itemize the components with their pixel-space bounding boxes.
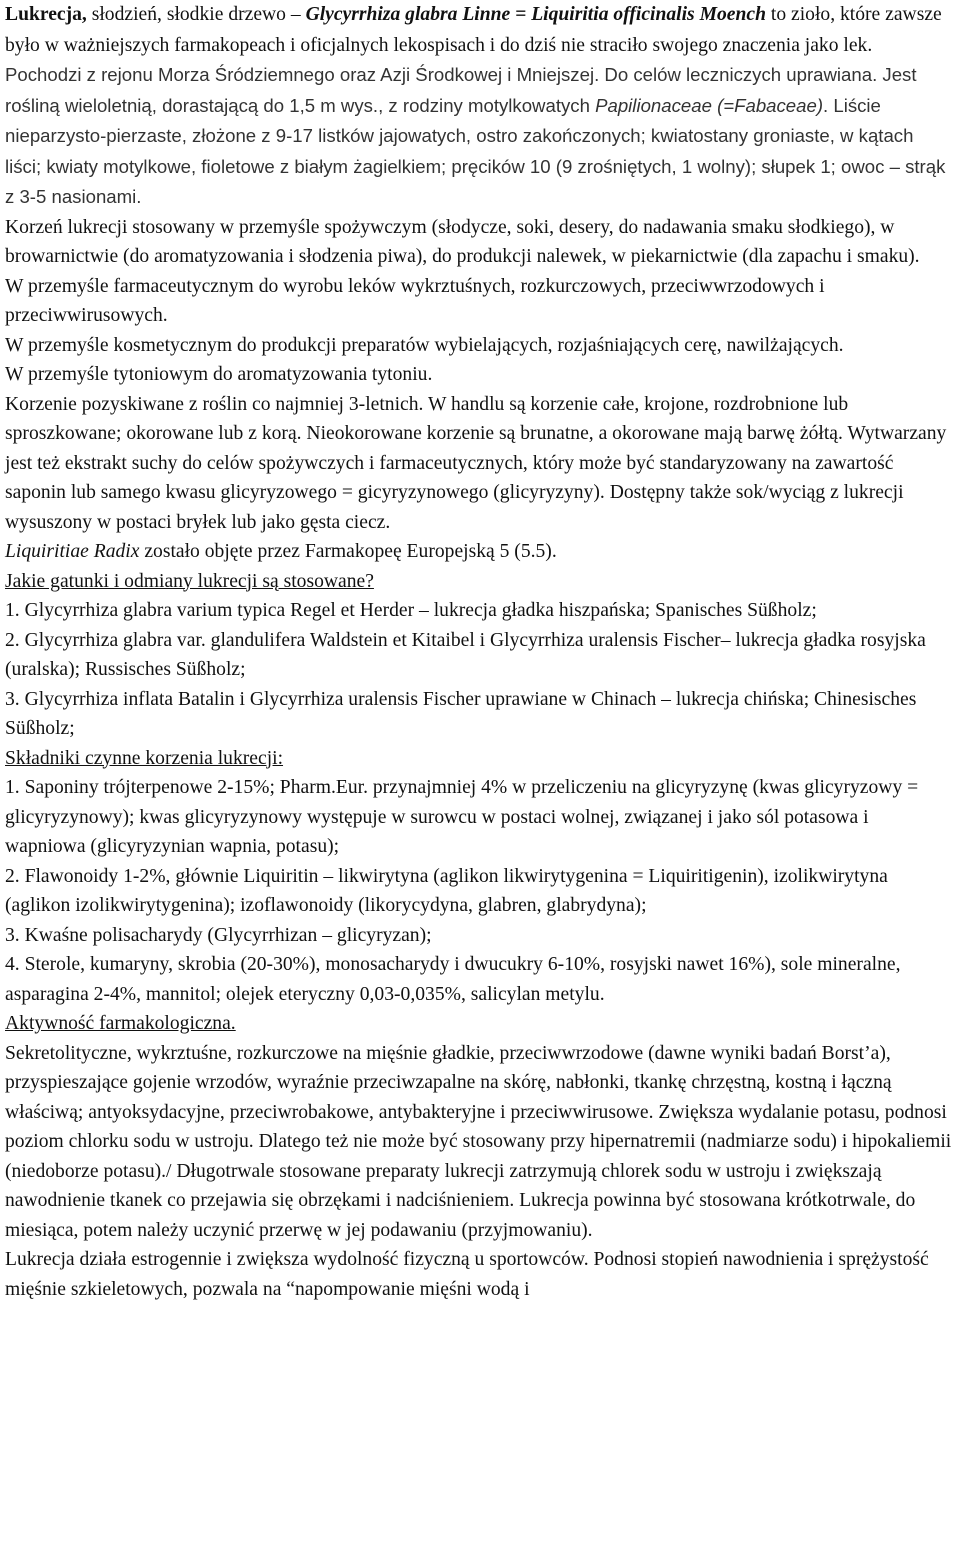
- intro-paragraph: [5, 0, 953, 213]
- activity-paragraph: Sekretolityczne, wykrztuśne, rozkurczowe na mięśnie gładkie, przeciwwrzodowe (dawne wyniki badań Borst’a), przyspieszające gojenie wrzodów, wyraźnie przeciwzapalne na skórę, nabłonki, tkankę chrzęstną, kostną i łączną właściwą; antyoksydacyjne, przeciwrobakowe, antybakteryjne i przeciwwirusowe. Zwiększa wydalanie potasu, podnosi poziom chlorku sodu w ustroju. Dlatego też nie może być stosowany przy hipernatremii (nadmiarze sodu) i hipokaliemii (niedoborze potasu)./ Długotrwale stosowane preparaty lukrecji zatrzymują chlorek sodu w ustroju i zwiększają nawodnienie tkanek co przejawia się obrzękami i nadciśnieniem. Lukrecja powinna być stosowana krótkotrwale, do miesiąca, potem należy uczynić przerwę w jej podawaniu (przyjmowaniu).: [5, 1042, 952, 1241]
- common-names: słodzień, słodkie drzewo –: [86, 4, 306, 25]
- species-heading: Jakie gatunki i odmiany lukrecji są stosowane?: [5, 570, 374, 592]
- pharmacopoeia-latin: Liquiritiae Radix: [5, 541, 140, 562]
- species-item: 3. Glycyrrhiza inflata Batalin i Glycyrrhiza uralensis Fischer uprawiane w Chinach – lukrecja chińska; Chinesisches Süßholz;: [5, 688, 917, 739]
- article-title: Lukrecja,: [5, 4, 87, 25]
- pharmacopoeia-paragraph: [5, 537, 953, 567]
- uses-tobacco-paragraph: W przemyśle tytoniowym do aromatyzowania tytoniu.: [5, 364, 433, 385]
- ingredients-heading: Składniki czynne korzenia lukrecji:: [5, 747, 284, 769]
- ingredient-item: 3. Kwaśne polisacharydy (Glycyrrhizan – glicyryzan);: [5, 924, 432, 946]
- botanical-description: . Liście nieparzysto-pierzaste, złożone z 9-17 listków jajowatych, ostro zakończonych; kwiatostany groniaste, w kątach liści; kwiaty motylkowe, fioletowe z białym żagielkiem; pręcików 10 (9 zrośniętych, 1 wolny); słupek 1; owoc – strąk z 3-5 nasionami.: [5, 94, 946, 207]
- raw-material-paragraph: Korzenie pozyskiwane z roślin co najmniej 3-letnich. W handlu są korzenie całe, krojone, rozdrobnione lub sproszkowane; okorowane lub z korą. Nieokorowane korzenie są brunatne, a okorowane mają barwę żółtą. Wytwarzany jest też ekstrakt suchy do celów spożywczych i farmaceutycznych, który może być standaryzowany na zawartość saponin lub samego kwasu glicyryzowego = gicyryzynowego (glicyryzyny). Dostępny także sok/wyciąg z lukrecji wysuszony w postaci bryłek lub jako gęsta ciecz.: [5, 393, 947, 533]
- latin-names: Glycyrrhiza glabra Linne = Liquiritia officinalis Moench: [305, 4, 766, 25]
- species-item: 2. Glycyrrhiza glabra var. glandulifera Waldstein et Kitaibel i Glycyrrhiza uralensis Fischer– lukrecja gładka rosyjska (uralska); Russisches Süßholz;: [5, 629, 926, 680]
- document-page: [5, 0, 953, 1304]
- pharmacopoeia-text: zostało objęte przez Farmakopeę Europejską 5 (5.5).: [139, 541, 557, 562]
- family-latin-name: Papilionaceae (=Fabaceae): [595, 94, 824, 116]
- uses-pharma-paragraph: W przemyśle farmaceutycznym do wyrobu leków wykrztuśnych, rozkurczowych, przeciwwrzodowych i przeciwwirusowych.: [5, 275, 825, 326]
- intro-description: to zioło, które zawsze było w ważniejszych farmakopeach i oficjalnych lekospisach i do dziś nie straciło swojego znaczenia jako lek.: [5, 4, 942, 56]
- activity-paragraph: Lukrecja działa estrogennie i zwiększa wydolność fizyczną u sportowców. Podnosi stopień nawodnienia i sprężystość mięśnie szkieletowych, pozwala na “napompowanie mięśni wodą i: [5, 1249, 929, 1300]
- uses-food-paragraph: Korzeń lukrecji stosowany w przemyśle spożywczym (słodycze, soki, desery, do nadawania smaku słodkiego), w browarnictwie (do aromatyzowania i słodzenia piwa), do produkcji nalewek, w piekarnictwie (dla zapachu i smaku).: [5, 216, 920, 267]
- ingredient-item: 2. Flawonoidy 1-2%, głównie Liquiritin – likwirytyna (aglikon likwirytygenina = Liquiritigenin), izolikwirytyna (aglikon izolikwirytygenina); izoflawonoidy (likorycydyna, glabren, glabrydyna);: [5, 865, 888, 916]
- activity-heading: Aktywność farmakologiczna.: [5, 1013, 236, 1034]
- ingredient-item: 4. Sterole, kumaryny, skrobia (20-30%), monosacharydy i dwucukry 6-10%, rosyjski nawet 16%), sole mineralne, asparagina 2-4%, mannitol; olejek eteryczny 0,03-0,035%, salicylan metylu.: [5, 954, 901, 1005]
- uses-cosmetic-paragraph: W przemyśle kosmetycznym do produkcji preparatów wybielających, rozjaśniających cerę, nawilżających.: [5, 334, 844, 356]
- origin-description: Pochodzi z rejonu Morza Śródziemnego oraz Azji Środkowej i Mniejszej. Do celów leczniczych uprawiana. Jest rośliną wieloletnią, dorastającą do 1,5 m wys., z rodziny motylkowatych: [5, 64, 917, 116]
- species-item: 1. Glycyrrhiza glabra varium typica Regel et Herder – lukrecja gładka hiszpańska; Spanisches Süßholz;: [5, 600, 817, 621]
- ingredient-item: 1. Saponiny trójterpenowe 2-15%; Pharm.Eur. przynajmniej 4% w przeliczeniu na glicyryzynę (kwas glicyryzowy = glicyryzynowy); kwas glicyryzynowy występuje w surowcu w postaci wolnej, związanej i jako sól potasowa i wapniowa (glicyryzynian wapnia, potasu);: [5, 777, 919, 857]
